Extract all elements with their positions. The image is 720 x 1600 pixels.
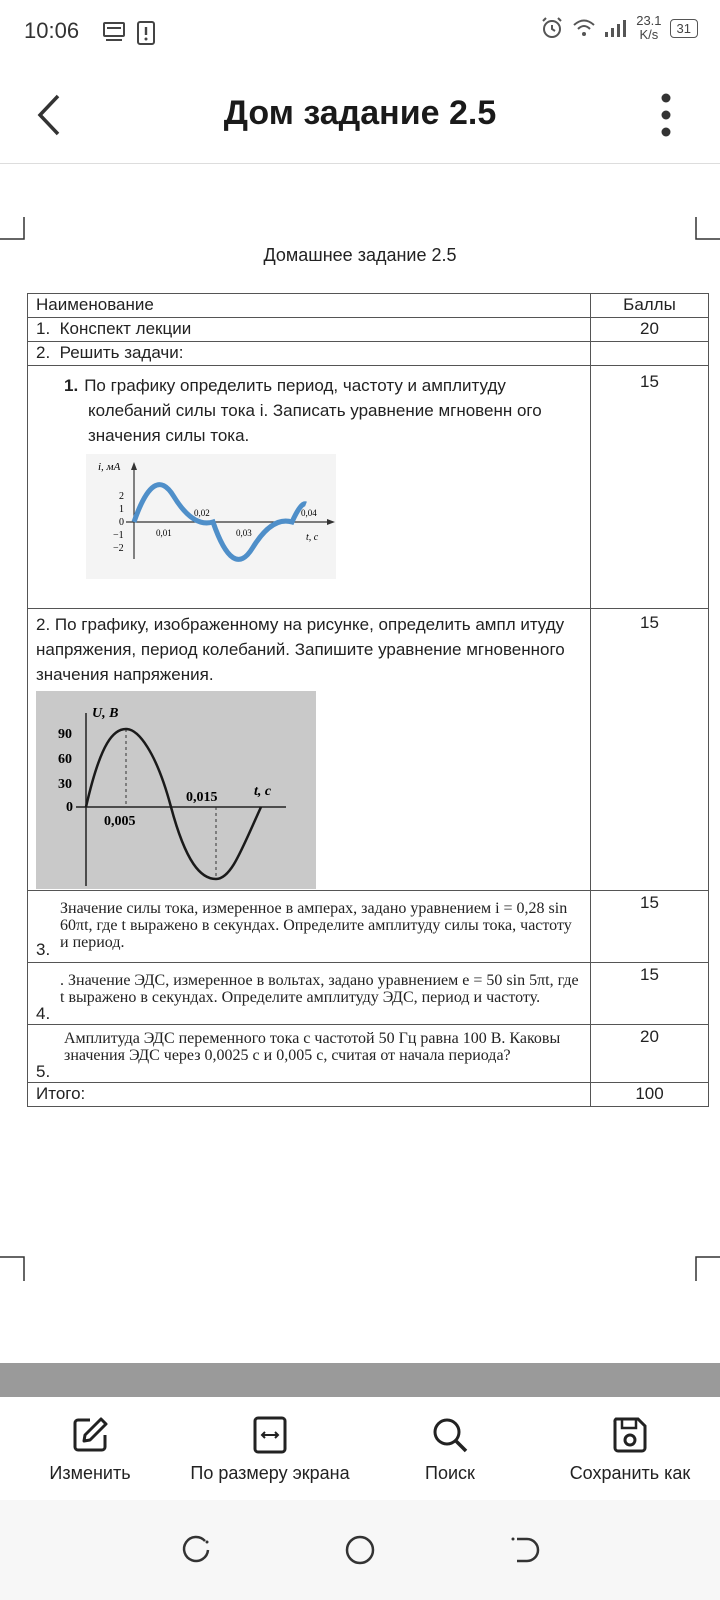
task5-points: 20: [591, 1025, 709, 1083]
task5-number: 5.: [36, 1062, 51, 1081]
document-page[interactable]: [0, 165, 720, 1365]
row-name: Конспект лекции: [59, 319, 192, 338]
x-tick: 0,015: [186, 790, 218, 805]
task2-text: 2. По графику, изображенному на рисунке, определить ампл итуду напряжения, период колебаний. Запишите уравнение мгновенного значения напряжения.: [36, 615, 565, 684]
page-separator: [0, 1363, 720, 1397]
fit-screen-button[interactable]: [180, 1397, 360, 1497]
task4-points: 15: [591, 963, 709, 1025]
page-corner-mark: [0, 217, 26, 243]
save-as-label: Сохранить как: [569, 1463, 691, 1483]
page-corner-mark: [694, 1255, 720, 1281]
graph-x-label: t, c: [254, 784, 272, 799]
row-name-cell: [28, 318, 591, 342]
graph-y-label: U, B: [92, 706, 119, 721]
battery-icon: 31: [670, 19, 698, 38]
task1-cell: [28, 366, 591, 609]
row-name: Решить задачи:: [59, 343, 184, 362]
voltage-graph: [36, 691, 316, 889]
column-header-points: Баллы: [591, 294, 709, 318]
task2-points: 15: [591, 609, 709, 891]
y-tick: 0: [66, 800, 73, 815]
row-points: 20: [591, 318, 709, 342]
table-row: [28, 609, 709, 891]
network-speed: [636, 14, 661, 42]
search-label: Поиск: [425, 1463, 475, 1483]
status-bar: [0, 0, 720, 66]
save-as-button[interactable]: [540, 1397, 720, 1497]
sim-alert-icon: [136, 20, 156, 46]
column-header-name: Наименование: [28, 294, 591, 318]
total-points: 100: [591, 1083, 709, 1107]
row-points: [591, 342, 709, 366]
speed-unit: K/s: [639, 27, 659, 42]
edit-label: Изменить: [49, 1463, 131, 1483]
table-row: [28, 963, 709, 1025]
fit-screen-label: По размеру экрана: [190, 1463, 350, 1483]
search-icon: [430, 1415, 470, 1455]
alarm-icon: [540, 16, 564, 40]
home-icon[interactable]: [343, 1533, 377, 1567]
x-tick: 0,02: [194, 508, 210, 518]
homework-table: [27, 293, 709, 1107]
task3-number: 3.: [36, 940, 51, 959]
y-tick: 0: [119, 517, 124, 528]
more-vert-icon[interactable]: [660, 92, 672, 138]
status-time: 10:06: [24, 18, 80, 43]
page-corner-mark: [694, 217, 720, 243]
graph-y-label: i, мА: [98, 461, 121, 473]
task2-cell: [28, 609, 591, 891]
x-tick: 0,01: [156, 528, 172, 538]
edit-icon: [70, 1415, 110, 1455]
table-row: [28, 342, 709, 366]
task1-text: По графику определить период, частоту и амплитуду колебаний силы тока i. Записать уравнение мгновенн ого значения силы тока.: [84, 376, 542, 445]
edit-button[interactable]: [0, 1397, 180, 1497]
y-tick: 1: [119, 504, 124, 515]
table-row: [28, 366, 709, 609]
task1-number: 1.: [64, 376, 79, 395]
task3-points: 15: [591, 891, 709, 963]
table-total-row: [28, 1083, 709, 1107]
graph-x-label: t, c: [306, 532, 319, 543]
page-title: Дом задание 2.5: [223, 94, 497, 132]
wifi-icon: [572, 18, 596, 38]
x-tick: 0,005: [104, 814, 136, 829]
task4-number: 4.: [36, 1004, 51, 1023]
x-tick: 0,04: [301, 508, 317, 518]
task3-text: Значение силы тока, измеренное в амперах, задано уравнением i = 0,28 sin 60πt, где t выражено в секундах. Определите амплитуду силы тока, частоту и период.: [60, 900, 572, 951]
speed-value: 23.1: [636, 13, 662, 28]
table-row: [28, 1025, 709, 1083]
task4-cell: [28, 963, 591, 1025]
search-button[interactable]: [360, 1397, 540, 1497]
y-tick: 2: [119, 491, 124, 502]
row-name-cell: [28, 342, 591, 366]
bottom-toolbar: [0, 1397, 720, 1497]
table-row: [28, 318, 709, 342]
current-graph: [86, 454, 336, 579]
document-heading: Домашнее задание 2.5: [263, 245, 457, 265]
signal-icon: [604, 18, 628, 38]
row-number: 1.: [36, 319, 51, 338]
monitor-icon: [102, 20, 126, 44]
table-header-row: [28, 294, 709, 318]
task4-text: . Значение ЭДС, измеренное в вольтах, задано уравнением e = 50 sin 5πt, где t выражено в секундах. Определите амплитуду ЭДС, период и частоту.: [60, 972, 579, 1006]
y-tick: 60: [58, 752, 72, 767]
task1-points: 15: [591, 366, 709, 609]
task3-cell: [28, 891, 591, 963]
y-tick: 30: [58, 777, 72, 792]
save-icon: [610, 1415, 650, 1455]
page-corner-mark: [0, 1255, 26, 1281]
fit-screen-icon: [250, 1415, 290, 1455]
task1-text-block: [64, 373, 582, 448]
task5-cell: [28, 1025, 591, 1083]
recents-icon[interactable]: [179, 1533, 213, 1567]
table-row: [28, 891, 709, 963]
y-tick: 90: [58, 727, 72, 742]
y-tick: −2: [113, 543, 124, 554]
y-tick: −1: [113, 530, 124, 541]
system-nav-bar: [0, 1500, 720, 1600]
row-number: 2.: [36, 343, 51, 362]
app-bar: [0, 66, 720, 164]
task5-text: Амплитуда ЭДС переменного тока с частотой 50 Гц равна 100 В. Каковы значения ЭДС через 0,0025 с и 0,005 с, считая от начала периода?: [64, 1030, 561, 1064]
x-tick: 0,03: [236, 528, 252, 538]
total-label: Итого:: [28, 1083, 591, 1107]
back-nav-icon[interactable]: [507, 1533, 541, 1567]
